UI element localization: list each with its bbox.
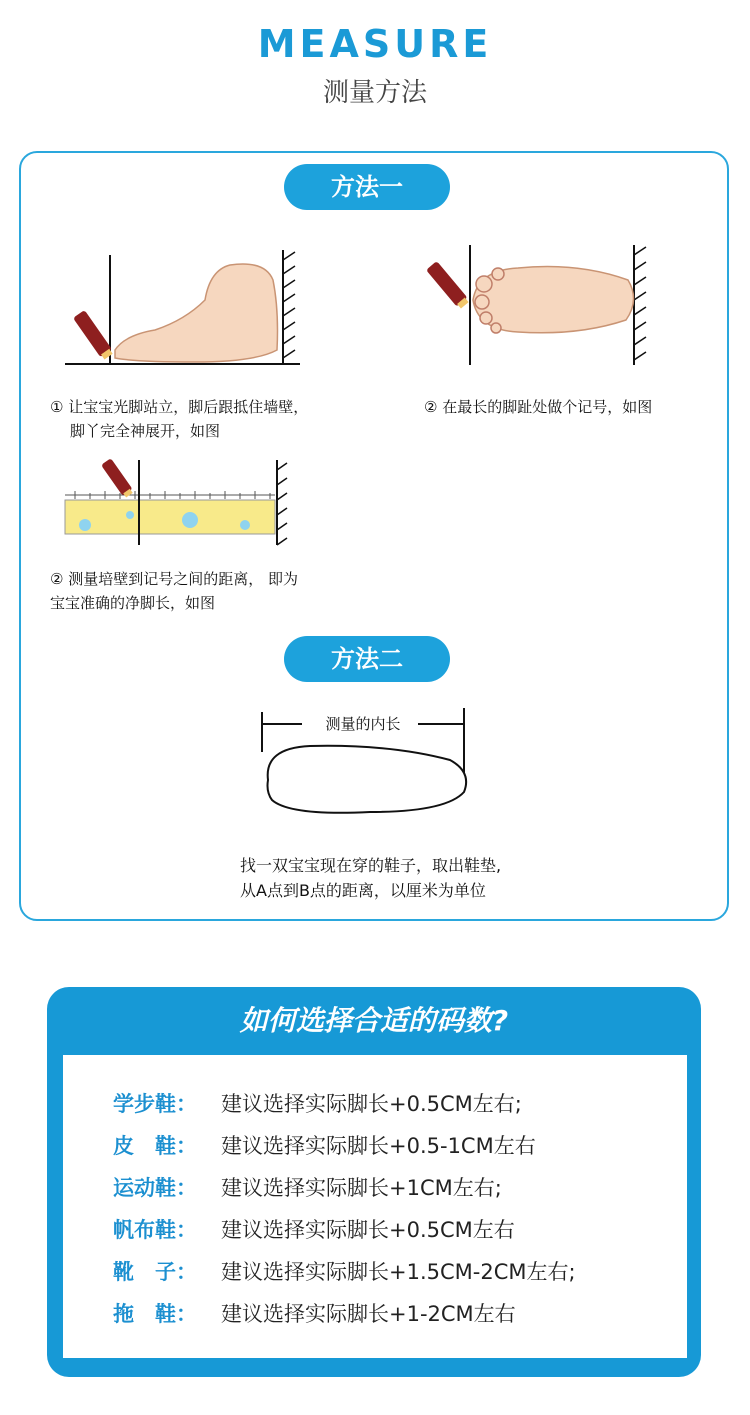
size-row [113, 1088, 522, 1118]
step-1-line-2: 脚丫完全神展开，如图 [70, 422, 221, 440]
shoe-type-label: 皮 鞋： [113, 1134, 197, 1158]
size-row [113, 1172, 502, 1202]
method-one-badge: 方法一 [284, 164, 450, 210]
method-two-badge: 方法二 [284, 636, 450, 682]
size-row [113, 1130, 536, 1160]
side-foot-illustration [55, 240, 305, 375]
size-advice: 建议选择实际脚长+1CM左右; [221, 1176, 502, 1200]
shoe-type-label: 拖 鞋： [113, 1302, 197, 1326]
size-advice: 建议选择实际脚长+0.5-1CM左右 [221, 1134, 536, 1158]
shoe-type-label: 学步鞋： [113, 1092, 197, 1116]
size-row [113, 1214, 515, 1244]
step-3-line-2: 宝宝准确的净脚长，如图 [50, 594, 216, 612]
size-advice: 建议选择实际脚长+0.5CM左右; [221, 1092, 522, 1116]
size-row [113, 1298, 516, 1328]
size-guide-title: 如何选择合适的码数? [239, 1004, 509, 1037]
insole-length-label: 测量的内长 [325, 715, 401, 733]
step-1-line-1: ① 让宝宝光脚站立，脚后跟抵住墙壁， [50, 398, 309, 416]
shoe-type-label: 运动鞋： [113, 1176, 197, 1200]
page-subtitle: 测量方法 [322, 78, 427, 108]
size-advice: 建议选择实际脚长+1-2CM左右 [221, 1302, 516, 1326]
method-two-caption-line-2: 从A点到B点的距离，以厘米为单位 [240, 881, 486, 900]
size-row [113, 1256, 576, 1286]
ruler-illustration [55, 455, 295, 555]
page-title: MEASURE [257, 22, 493, 66]
shoe-type-label: 帆布鞋： [113, 1218, 197, 1242]
step-3-line-1: ② 测量培壁到记号之间的距离， 即为 [50, 570, 298, 588]
step-2-text: ② 在最长的脚趾处做个记号，如图 [424, 398, 653, 416]
method-two-caption-line-1: 找一双宝宝现在穿的鞋子，取出鞋垫, [240, 856, 502, 875]
shoe-type-label: 靴 子： [113, 1260, 197, 1284]
top-foot-illustration [418, 240, 658, 370]
size-advice: 建议选择实际脚长+1.5CM-2CM左右; [221, 1260, 576, 1284]
size-advice: 建议选择实际脚长+0.5CM左右 [221, 1218, 515, 1242]
